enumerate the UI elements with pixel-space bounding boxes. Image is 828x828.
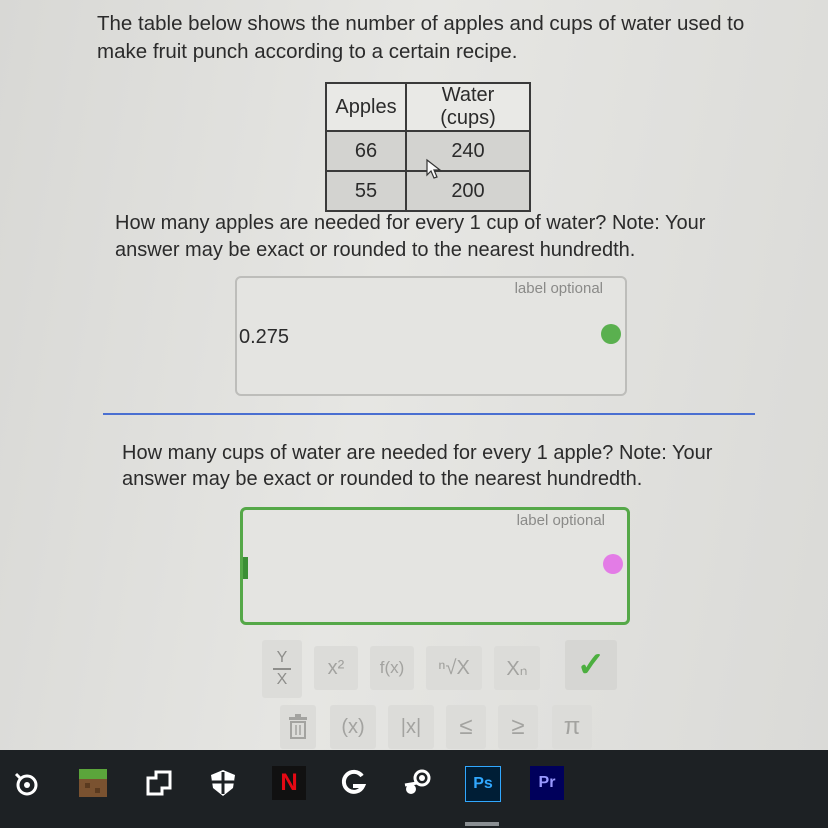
premiere-icon[interactable]: Pr [530, 766, 564, 800]
function-button[interactable]: f(x) [370, 646, 414, 690]
fraction-button[interactable] [262, 640, 302, 698]
table-cell: 55 [326, 171, 406, 211]
answer-field-part1[interactable] [235, 276, 627, 396]
steelseries-icon[interactable] [10, 766, 44, 800]
taskbar [0, 750, 828, 828]
active-app-indicator [465, 822, 499, 826]
table-header-apples: Apples [326, 83, 406, 131]
label-optional-field[interactable]: label optional [516, 512, 605, 529]
data-table [325, 82, 531, 212]
photoshop-icon[interactable]: Ps [465, 766, 501, 802]
subscript-button[interactable]: Xₙ [494, 646, 540, 690]
table-cell: 200 [406, 171, 530, 211]
table-header-water: Water (cups) [406, 83, 530, 131]
section-divider [103, 413, 755, 415]
valorant-icon[interactable] [206, 766, 240, 800]
minecraft-icon[interactable] [76, 766, 110, 800]
g-hub-icon[interactable] [336, 766, 370, 800]
pi-button[interactable]: π [552, 705, 592, 749]
text-cursor [243, 557, 248, 579]
trash-icon[interactable] [280, 705, 316, 749]
answer-field-part2[interactable] [240, 507, 630, 625]
netflix-icon[interactable]: N [272, 766, 306, 800]
table-header-row [326, 83, 530, 131]
sketch-icon[interactable] [142, 766, 176, 800]
absolute-value-button[interactable]: |x| [388, 705, 434, 749]
mouse-pointer-icon [425, 158, 445, 180]
trash-glyph [287, 714, 309, 740]
steam-icon[interactable] [400, 766, 434, 800]
answer-value[interactable]: 0.275 [239, 326, 290, 348]
label-optional-field[interactable]: label optional [514, 280, 603, 297]
submit-check-button[interactable]: ✓ [565, 640, 617, 690]
fraction-denominator: X [276, 671, 288, 688]
question-part1: How many apples are needed for every 1 cup of water? Note: Your answer may be exact or rounded to the nearest hundredth. [115, 212, 706, 261]
fraction-numerator: Y [276, 649, 288, 666]
question-intro: The table below shows the number of apples and cups of water used to make fruit punch according to a certain recipe. [97, 12, 745, 63]
parentheses-button[interactable]: (x) [330, 705, 376, 749]
nth-root-button[interactable]: ⁿ√X [426, 646, 482, 690]
status-dot-icon [601, 324, 621, 344]
question-part2: How many cups of water are needed for every 1 apple? Note: Your answer may be exact or rounded to the nearest hundredth. [122, 442, 713, 490]
status-dot-icon [603, 554, 623, 574]
less-equal-button[interactable]: ≤ [446, 705, 486, 749]
square-button[interactable]: x² [314, 646, 358, 690]
table-cell: 240 [406, 131, 530, 171]
table-cell: 66 [326, 131, 406, 171]
greater-equal-button[interactable]: ≥ [498, 705, 538, 749]
